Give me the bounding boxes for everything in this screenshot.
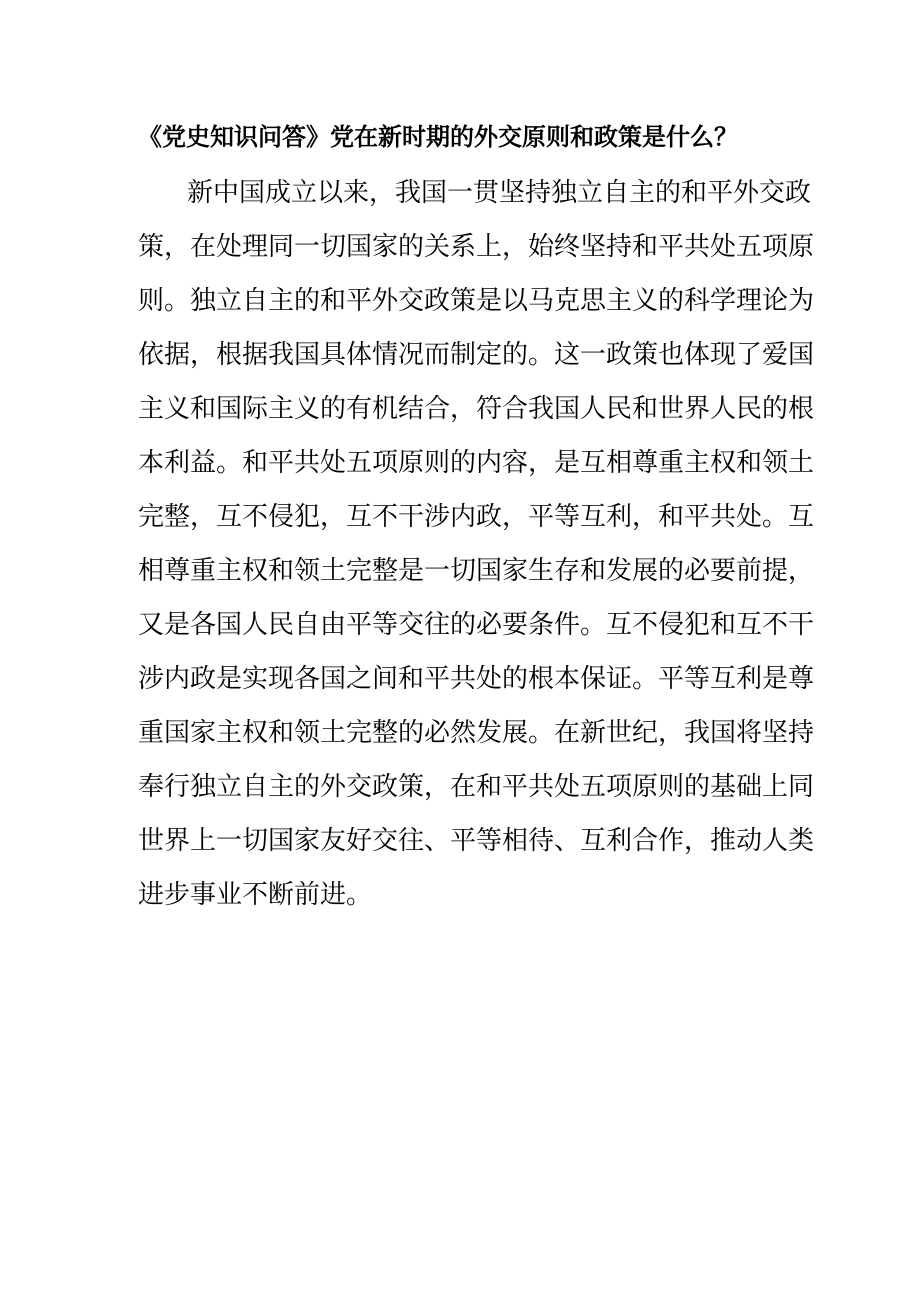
document-paragraph xyxy=(138,166,815,922)
paragraph-line: 涉内政是实现各国之间和平共处的根本保证。平等互利是尊 xyxy=(138,664,815,694)
paragraph-line: 完整，互不侵犯，互不干涉内政，平等互利，和平共处。互 xyxy=(138,502,815,532)
paragraph-line: 主义和国际主义的有机结合，符合我国人民和世界人民的根 xyxy=(138,394,815,424)
paragraph-line: 则。独立自主的和平外交政策是以马克思主义的科学理论为 xyxy=(138,286,815,316)
paragraph-line: 相尊重主权和领土完整是一切国家生存和发展的必要前提， xyxy=(138,556,815,586)
paragraph-line: 又是各国人民自由平等交往的必要条件。互不侵犯和互不干 xyxy=(138,610,815,640)
paragraph-line: 奉行独立自主的外交政策，在和平共处五项原则的基础上同 xyxy=(138,772,815,802)
paragraph-line: 世界上一切国家友好交往、平等相待、互利合作，推动人类 xyxy=(138,826,815,856)
paragraph-line: 重国家主权和领土完整的必然发展。在新世纪，我国将坚持 xyxy=(138,718,815,748)
document-title: 《党史知识问答》党在新时期的外交原则和政策是什么？ xyxy=(138,123,738,151)
paragraph-line: 进步事业不断前进。 xyxy=(138,880,373,910)
paragraph-line: 依据，根据我国具体情况而制定的。这一政策也体现了爱国 xyxy=(138,340,815,370)
paragraph-line: 本利益。和平共处五项原则的内容，是互相尊重主权和领土 xyxy=(138,448,815,478)
paragraph-line: 新中国成立以来，我国一贯坚持独立自主的和平外交政 xyxy=(187,178,812,208)
paragraph-line: 策，在处理同一切国家的关系上，始终坚持和平共处五项原 xyxy=(138,232,815,262)
